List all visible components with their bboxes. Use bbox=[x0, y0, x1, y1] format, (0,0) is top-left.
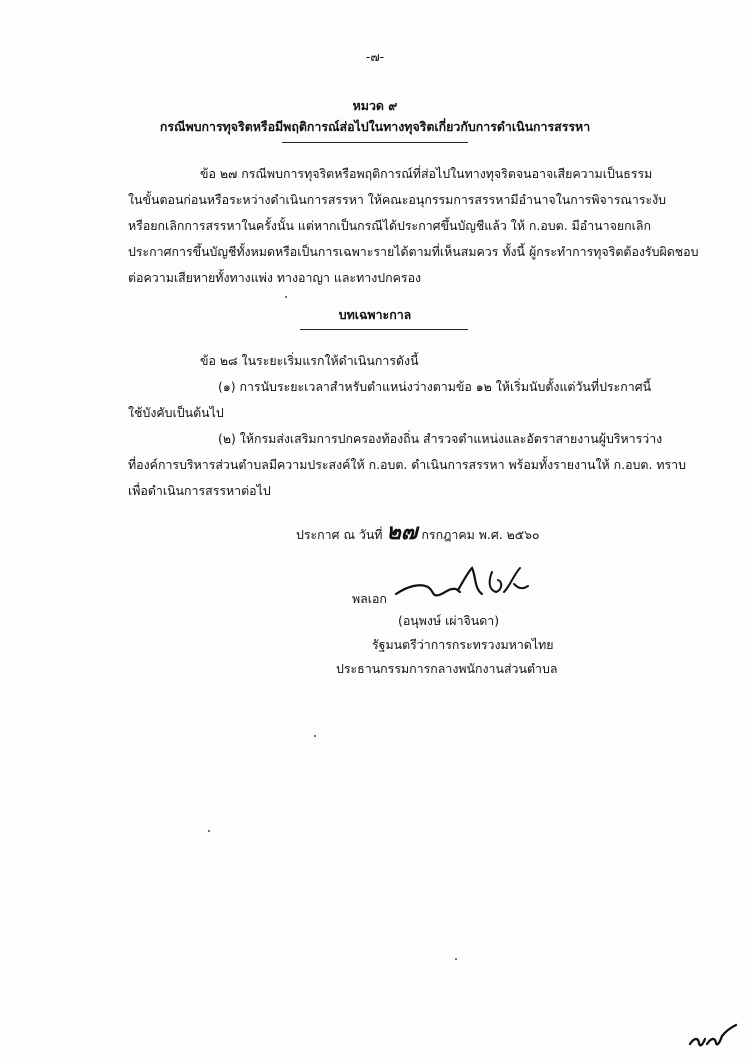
clause-27-line-3: หรือยกเลิกการสรรหาในครั้งนั้น แต่หากเป็นกรณีได้ประกาศขึ้นบัญชีแล้ว ให้ ก.อบต. มีอำนาจยกเลิก bbox=[128, 218, 651, 233]
announcement-date bbox=[296, 514, 540, 549]
signatory-position-1: รัฐมนตรีว่าการกระทรวงมหาดไทย bbox=[372, 637, 554, 652]
initials-mark bbox=[686, 1022, 742, 1052]
signatory-position-2: ประธานกรรมการกลางพนักงานส่วนตำบล bbox=[336, 661, 558, 676]
clause-27-line-5: ต่อความเสียหายทั้งทางแพ่ง ทางอาญา และทางปกครอง bbox=[128, 270, 422, 285]
item-2-line-3: เพื่อดำเนินการสรรหาต่อไป bbox=[128, 483, 271, 498]
item-1-line-2: ใช้บังคับเป็นต้นไป bbox=[128, 405, 224, 420]
chapter-underline bbox=[282, 142, 468, 143]
scan-speck bbox=[314, 735, 316, 737]
transitional-heading: บทเฉพาะกาล bbox=[338, 307, 412, 322]
item-1-line-1: (๑) การนับระยะเวลาสำหรับตำแหน่งว่างตามข้อ ๑๒ ให้เริ่มนับตั้งแต่วันที่ประกาศนี้ bbox=[218, 379, 652, 394]
announcement-prefix: ประกาศ ณ วันที่ bbox=[296, 527, 383, 542]
chapter-title: หมวด ๙ bbox=[352, 98, 398, 113]
handwritten-day: ๒๗ bbox=[386, 519, 418, 545]
scan-speck bbox=[455, 958, 457, 960]
handwritten-signature bbox=[392, 562, 542, 606]
clause-27-line-4: ประกาศการขึ้นบัญชีทั้งหมดหรือเป็นการเฉพาะรายได้ตามที่เห็นสมควร ทั้งนี้ ผู้กระทำการทุจริตต้องรับผิดชอบ bbox=[128, 244, 699, 259]
item-2-line-1: (๒) ให้กรมส่งเสริมการปกครองท้องถิ่น สำรวจตำแหน่งและอัตราสายงานผู้บริหารว่าง bbox=[218, 431, 663, 446]
scan-speck bbox=[285, 296, 287, 298]
announcement-suffix: กรกฎาคม พ.ศ. ๒๕๖๐ bbox=[421, 527, 540, 542]
clause-28-intro: ข้อ ๒๘ ในระยะเริ่มแรกให้ดำเนินการดังนี้ bbox=[200, 353, 419, 368]
clause-27-line-2: ในขั้นตอนก่อนหรือระหว่างดำเนินการสรรหา ให้คณะอนุกรรมการสรรหามีอำนาจในการพิจารณาระงับ bbox=[128, 192, 667, 207]
chapter-subtitle: กรณีพบการทุจริตหรือมีพฤติการณ์ส่อไปในทางทุจริตเกี่ยวกับการดำเนินการสรรหา bbox=[159, 119, 591, 134]
transitional-underline bbox=[300, 329, 468, 330]
scan-speck bbox=[208, 830, 210, 832]
page-number: -๗- bbox=[365, 49, 385, 64]
clause-27-line-1: ข้อ ๒๗ กรณีพบการทุจริตหรือพฤติการณ์ที่ส่อไปในทางทุจริตจนอาจเสียความเป็นธรรม bbox=[200, 166, 653, 181]
item-2-line-2: ที่องค์การบริหารส่วนตำบลมีความประสงค์ให้ ก.อบต. ดำเนินการสรรหา พร้อมทั้งรายงานให้ ก.อบต. ทราบ bbox=[128, 457, 686, 472]
signatory-name: (อนุพงษ์ เผ่าจินดา) bbox=[398, 613, 500, 628]
signatory-rank: พลเอก bbox=[352, 591, 387, 606]
